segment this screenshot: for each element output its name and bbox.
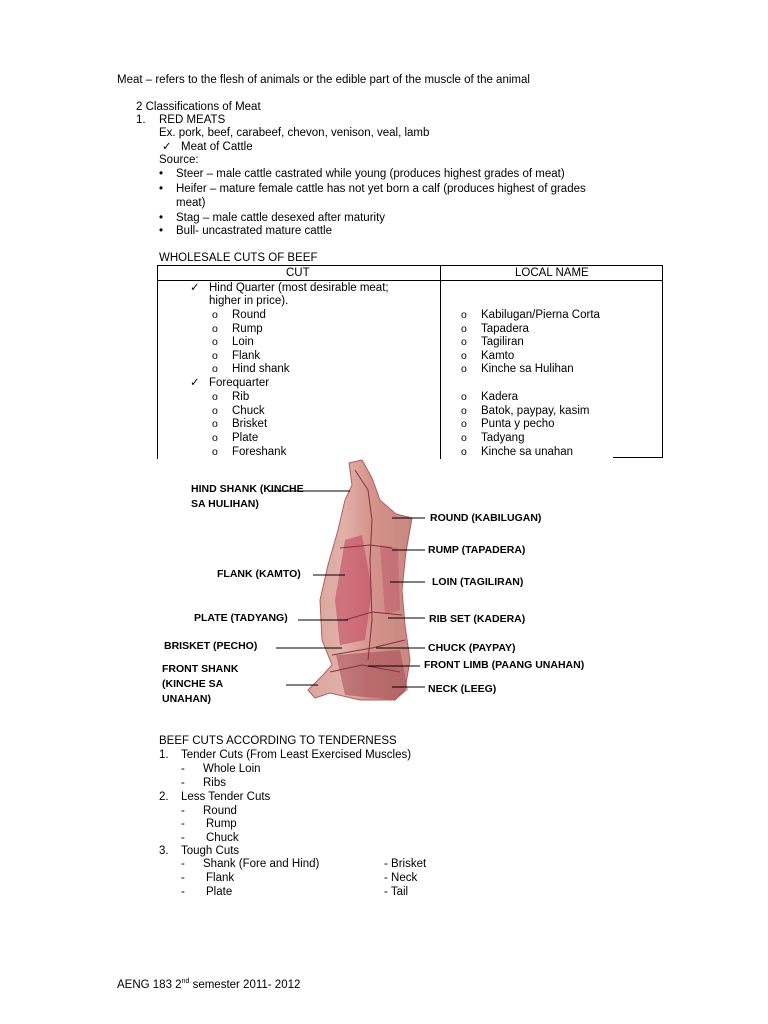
source-label: Source: — [159, 154, 199, 166]
carcass-illustration — [308, 460, 412, 700]
label-rump: RUMP (TAPADERA) — [428, 544, 526, 556]
label-neck: NECK (LEEG) — [428, 683, 497, 695]
label-plate: PLATE (TADYANG) — [194, 612, 288, 624]
local-hind-shank: o Kinche sa Hulihan — [481, 362, 574, 376]
page-footer — [117, 975, 300, 992]
dash: - — [181, 832, 185, 844]
label-front-shank-local-cont: UNAHAN) — [162, 693, 211, 705]
less-tender-chuck: Chuck — [206, 832, 239, 844]
tough-tail: - Tail — [384, 886, 409, 898]
tough-neck: - Neck — [384, 872, 418, 884]
source-bull: • Bull- uncastrated mature cattle — [176, 224, 332, 238]
local-plate: o Tadyang — [481, 431, 524, 445]
list-number: 1. — [136, 114, 146, 126]
cut-hind-shank: o Hind shank — [232, 362, 290, 376]
source-stag: • Stag – male cattle desexed after maturity — [176, 211, 385, 225]
label-chuck: CHUCK (PAYPAY) — [428, 642, 516, 654]
list-number: 3. — [159, 845, 169, 857]
cut-flank: o Flank — [232, 349, 260, 363]
classifications-heading: 2 Classifications of Meat — [136, 101, 261, 113]
footer-superscript: nd — [181, 978, 190, 985]
hind-quarter-label: ✓ Hind Quarter (most desirable meat; — [209, 281, 389, 295]
label-front-shank: FRONT SHANK — [162, 663, 239, 675]
footer-semester: semester 2011- 2012 — [189, 978, 301, 991]
meat-of-cattle: ✓ Meat of Cattle — [181, 140, 253, 154]
label-hind-shank: HIND SHANK (KINCHE — [191, 483, 304, 495]
less-tender-rump: Rump — [206, 818, 237, 830]
label-rib-set: RIB SET (KADERA) — [429, 613, 526, 625]
tender-cut-ribs: Ribs — [203, 777, 227, 789]
tough-flank: Flank — [206, 872, 235, 884]
source-heifer-cont: meat) — [176, 197, 206, 209]
red-meats-examples: Ex. pork, beef, carabeef, chevon, venison, veal, lamb — [159, 127, 430, 139]
hind-quarter-note: higher in price). — [209, 295, 289, 307]
less-tender-round: Round — [203, 805, 237, 817]
list-number: 1. — [159, 749, 169, 761]
local-flank: o Kamto — [481, 349, 514, 363]
label-round: ROUND (KABILUGAN) — [430, 512, 542, 524]
tender-cuts-title: Tender Cuts (From Least Exercised Muscles) — [181, 749, 412, 761]
tough-brisket: - Brisket — [384, 858, 427, 870]
tough-plate: Plate — [206, 886, 233, 898]
cut-plate: o Plate — [232, 431, 258, 445]
cut-rib: o Rib — [232, 390, 249, 404]
tenderness-heading: BEEF CUTS ACCORDING TO TENDERNESS — [159, 735, 397, 747]
dash: - — [181, 886, 185, 898]
dash: - — [181, 818, 185, 830]
source-heifer: • Heifer – mature female cattle has not yet born a calf (produces highest of grades — [176, 182, 586, 196]
label-front-limb: FRONT LIMB (PAANG UNAHAN) — [424, 659, 585, 671]
cut-chuck: o Chuck — [232, 404, 265, 418]
local-round: o Kabilugan/Pierna Corta — [481, 308, 600, 322]
source-steer: • Steer – male cattle castrated while young (produces highest grades of meat) — [176, 167, 565, 181]
cut-rump: o Rump — [232, 322, 263, 336]
label-hind-shank-local: SA HULIHAN) — [191, 498, 259, 510]
footer-course: AENG 183 2 — [117, 978, 182, 991]
local-rib: o Kadera — [481, 390, 518, 404]
tender-cut-whole-loin: Whole Loin — [203, 763, 261, 775]
local-rump: o Tapadera — [481, 322, 529, 336]
cut-brisket: o Brisket — [232, 417, 267, 431]
red-meats-title: RED MEATS — [159, 114, 226, 126]
list-number: 2. — [159, 791, 169, 803]
cut-loin: o Loin — [232, 335, 254, 349]
less-tender-cuts-title: Less Tender Cuts — [181, 791, 271, 803]
column-header-cut: CUT — [286, 267, 310, 279]
local-brisket: o Punta y pecho — [481, 417, 555, 431]
dash: - — [181, 777, 185, 789]
dash: - — [181, 763, 185, 775]
label-brisket: BRISKET (PECHO) — [164, 640, 258, 652]
forequarter-label: ✓ Forequarter — [209, 376, 269, 390]
cut-round: o Round — [232, 308, 266, 322]
label-flank: FLANK (KAMTO) — [217, 568, 301, 580]
dash: - — [181, 805, 185, 817]
cut-foreshank: o Foreshank — [232, 445, 286, 459]
definition-meat: Meat – refers to the flesh of animals or the edible part of the muscle of the animal — [117, 74, 530, 86]
column-header-local-name: LOCAL NAME — [515, 267, 589, 279]
local-foreshank: o Kinche sa unahan — [481, 445, 573, 459]
local-loin: o Tagiliran — [481, 335, 524, 349]
tough-shank: Shank (Fore and Hind) — [203, 858, 320, 870]
label-front-shank-local: (KINCHE SA — [162, 678, 224, 690]
dash: - — [181, 858, 185, 870]
tough-cuts-title: Tough Cuts — [181, 845, 240, 857]
wholesale-heading: WHOLESALE CUTS OF BEEF — [159, 252, 318, 264]
label-loin: LOIN (TAGILIRAN) — [432, 576, 524, 588]
dash: - — [181, 872, 185, 884]
local-chuck: o Batok, paypay, kasim — [481, 404, 589, 418]
